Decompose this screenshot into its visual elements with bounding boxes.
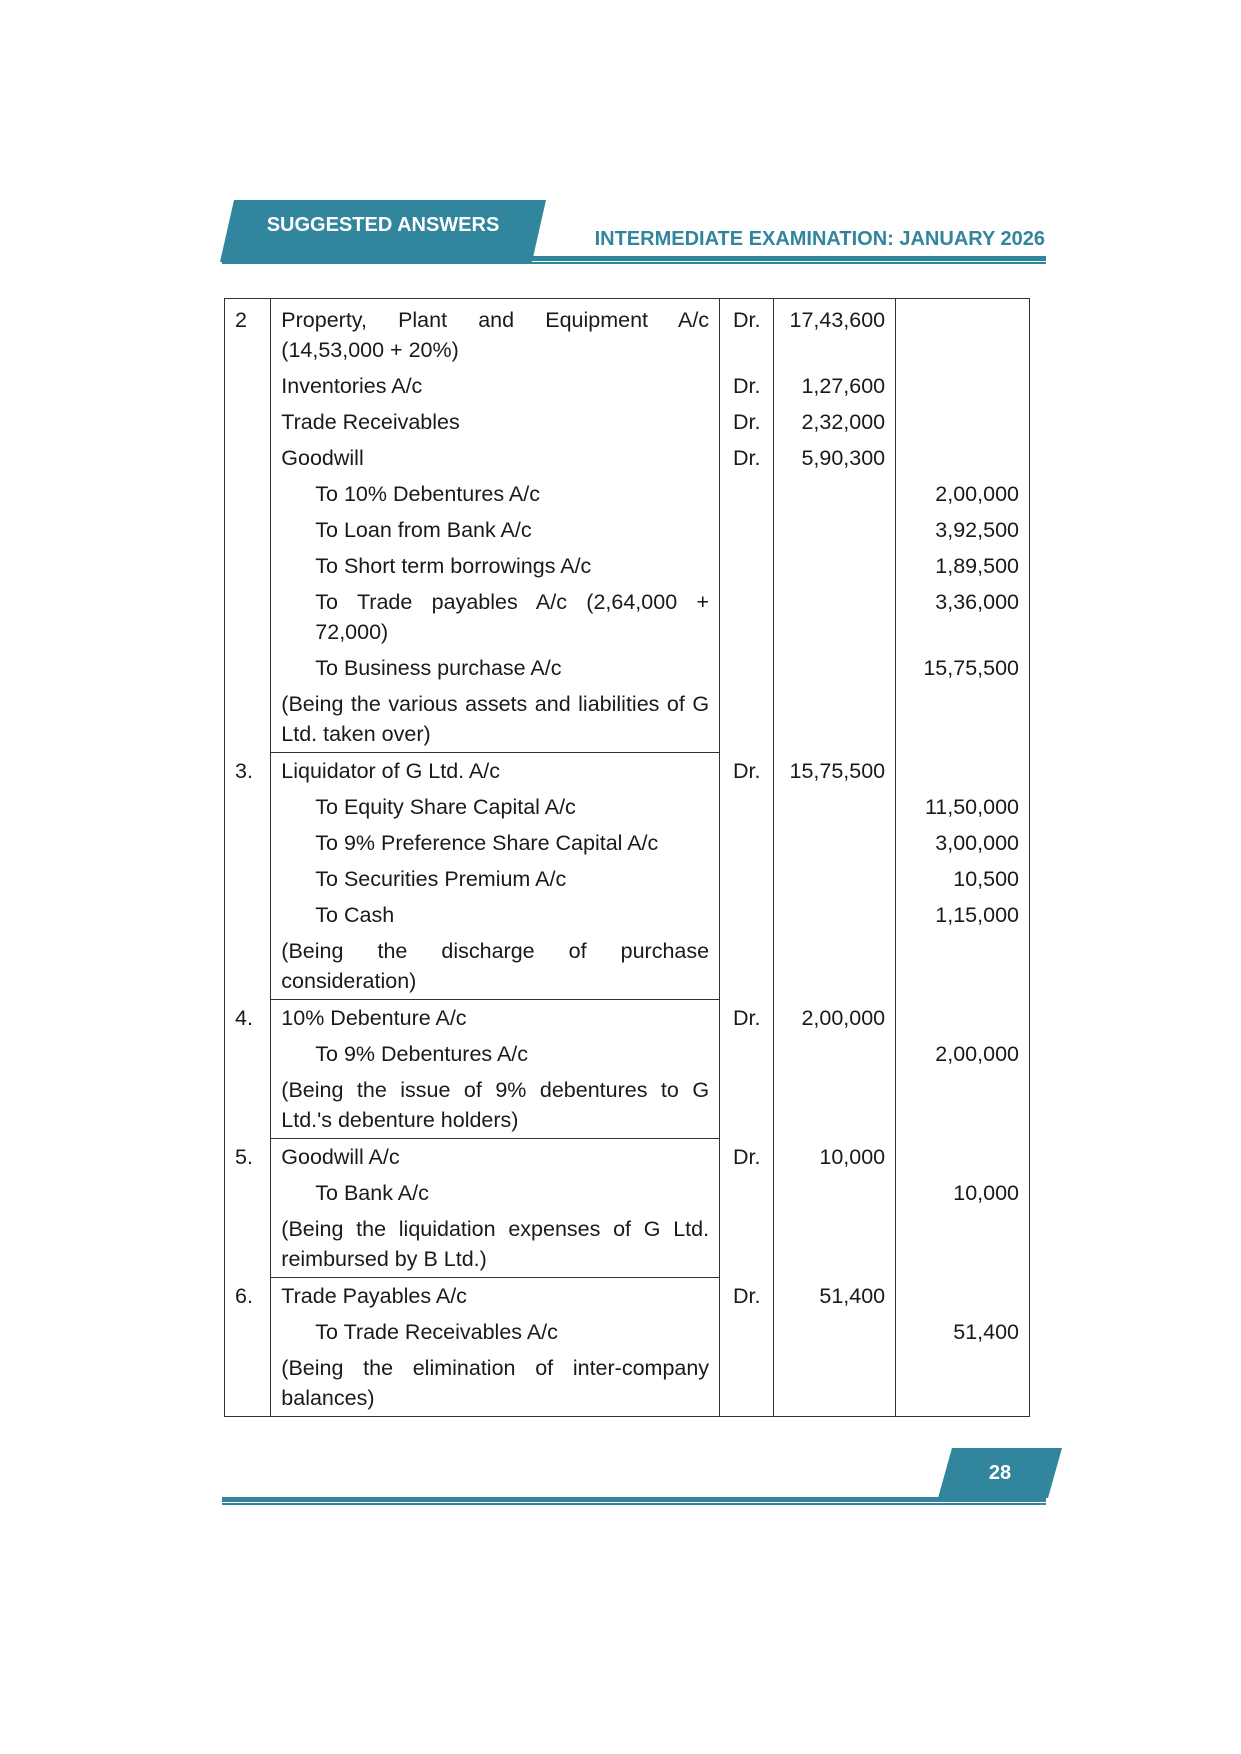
debit-amount	[774, 650, 896, 686]
entry-number: 2	[225, 299, 271, 369]
particulars-cell: To Equity Share Capital A/c	[271, 789, 720, 825]
debit-amount	[774, 686, 896, 753]
header-divider-thin	[222, 262, 1046, 264]
debit-amount: 5,90,300	[774, 440, 896, 476]
dr-marker	[720, 686, 774, 753]
debit-amount	[774, 1036, 896, 1072]
entry-number	[225, 476, 271, 512]
particulars-cell: To Cash	[271, 897, 720, 933]
dr-marker	[720, 789, 774, 825]
entry-number	[225, 933, 271, 1000]
particulars-cell: To 9% Debentures A/c	[271, 1036, 720, 1072]
debit-amount	[774, 584, 896, 650]
entry-number: 6.	[225, 1278, 271, 1315]
dr-marker: Dr.	[720, 404, 774, 440]
entry-number	[225, 825, 271, 861]
dr-marker	[720, 1350, 774, 1417]
journal-row	[225, 1278, 1030, 1315]
dr-marker	[720, 512, 774, 548]
credit-amount: 1,15,000	[896, 897, 1030, 933]
particulars-cell: Inventories A/c	[271, 368, 720, 404]
journal-table	[224, 298, 1030, 1417]
entry-number	[225, 548, 271, 584]
journal-row	[225, 512, 1030, 548]
credit-amount	[896, 1211, 1030, 1278]
debit-amount	[774, 476, 896, 512]
entry-number: 5.	[225, 1139, 271, 1176]
debit-amount	[774, 512, 896, 548]
particulars-cell: (Being the elimination of inter-company balances)	[271, 1350, 720, 1417]
dr-marker	[720, 1175, 774, 1211]
debit-amount	[774, 897, 896, 933]
credit-amount	[896, 1139, 1030, 1176]
journal-row	[225, 789, 1030, 825]
debit-amount: 2,00,000	[774, 1000, 896, 1037]
debit-amount: 1,27,600	[774, 368, 896, 404]
dr-marker	[720, 933, 774, 1000]
entry-number	[225, 404, 271, 440]
credit-amount	[896, 1000, 1030, 1037]
particulars-cell: To Business purchase A/c	[271, 650, 720, 686]
debit-amount	[774, 789, 896, 825]
footer-divider	[222, 1497, 1046, 1502]
credit-amount	[896, 753, 1030, 790]
credit-amount	[896, 404, 1030, 440]
dr-marker	[720, 548, 774, 584]
particulars-cell: To Loan from Bank A/c	[271, 512, 720, 548]
credit-amount: 3,00,000	[896, 825, 1030, 861]
dr-marker	[720, 861, 774, 897]
debit-amount: 2,32,000	[774, 404, 896, 440]
dr-marker	[720, 897, 774, 933]
particulars-cell: Trade Payables A/c	[271, 1278, 720, 1315]
footer-divider-thin	[222, 1503, 1046, 1505]
journal-row	[225, 584, 1030, 650]
entry-number: 3.	[225, 753, 271, 790]
journal-row	[225, 1139, 1030, 1176]
credit-amount	[896, 440, 1030, 476]
credit-amount: 10,000	[896, 1175, 1030, 1211]
dr-marker	[720, 1036, 774, 1072]
credit-amount	[896, 1278, 1030, 1315]
journal-row	[225, 1211, 1030, 1278]
credit-amount: 3,36,000	[896, 584, 1030, 650]
debit-amount	[774, 1350, 896, 1417]
dr-marker	[720, 1072, 774, 1139]
debit-amount	[774, 1211, 896, 1278]
journal-row	[225, 1350, 1030, 1417]
entry-number	[225, 368, 271, 404]
credit-amount: 51,400	[896, 1314, 1030, 1350]
credit-amount	[896, 1350, 1030, 1417]
entry-number	[225, 440, 271, 476]
page-number: 28	[988, 1461, 1012, 1484]
dr-marker	[720, 584, 774, 650]
particulars-cell: Goodwill	[271, 440, 720, 476]
journal-row	[225, 650, 1030, 686]
debit-amount	[774, 825, 896, 861]
dr-marker	[720, 825, 774, 861]
debit-amount: 51,400	[774, 1278, 896, 1315]
journal-row	[225, 299, 1030, 369]
particulars-cell: 10% Debenture A/c	[271, 1000, 720, 1037]
entry-number	[225, 1350, 271, 1417]
debit-amount	[774, 861, 896, 897]
journal-row	[225, 440, 1030, 476]
credit-amount: 3,92,500	[896, 512, 1030, 548]
particulars-cell: To Securities Premium A/c	[271, 861, 720, 897]
particulars-cell: To Trade Receivables A/c	[271, 1314, 720, 1350]
exam-title: INTERMEDIATE EXAMINATION: JANUARY 2026	[594, 228, 1045, 250]
credit-amount	[896, 299, 1030, 369]
header-tab-label: SUGGESTED ANSWERS	[266, 213, 500, 236]
entry-number	[225, 1211, 271, 1278]
particulars-cell: To Trade payables A/c (2,64,000 + 72,000)	[271, 584, 720, 650]
entry-number	[225, 1175, 271, 1211]
entry-number	[225, 686, 271, 753]
debit-amount: 10,000	[774, 1139, 896, 1176]
credit-amount	[896, 1072, 1030, 1139]
dr-marker: Dr.	[720, 299, 774, 369]
credit-amount: 11,50,000	[896, 789, 1030, 825]
particulars-cell: To Bank A/c	[271, 1175, 720, 1211]
dr-marker: Dr.	[720, 753, 774, 790]
debit-amount	[774, 548, 896, 584]
particulars-cell: (Being the issue of 9% debentures to G Ltd.'s debenture holders)	[271, 1072, 720, 1139]
credit-amount	[896, 368, 1030, 404]
dr-marker: Dr.	[720, 1139, 774, 1176]
particulars-cell: Property, Plant and Equipment A/c (14,53,000 + 20%)	[271, 299, 720, 369]
journal-row	[225, 548, 1030, 584]
entry-number	[225, 512, 271, 548]
particulars-cell: Liquidator of G Ltd. A/c	[271, 753, 720, 790]
debit-amount	[774, 1072, 896, 1139]
debit-amount	[774, 1314, 896, 1350]
credit-amount	[896, 933, 1030, 1000]
entry-number	[225, 861, 271, 897]
entry-number	[225, 650, 271, 686]
dr-marker	[720, 650, 774, 686]
particulars-cell: (Being the discharge of purchase consideration)	[271, 933, 720, 1000]
particulars-cell: Trade Receivables	[271, 404, 720, 440]
entry-number	[225, 897, 271, 933]
entry-number	[225, 584, 271, 650]
entry-number	[225, 1036, 271, 1072]
debit-amount	[774, 1175, 896, 1211]
credit-amount: 1,89,500	[896, 548, 1030, 584]
journal-row	[225, 368, 1030, 404]
particulars-cell: (Being the liquidation expenses of G Ltd. reimbursed by B Ltd.)	[271, 1211, 720, 1278]
entry-number	[225, 1072, 271, 1139]
journal-row	[225, 686, 1030, 753]
particulars-cell: To 9% Preference Share Capital A/c	[271, 825, 720, 861]
journal-row	[225, 1314, 1030, 1350]
dr-marker: Dr.	[720, 1000, 774, 1037]
journal-row	[225, 1000, 1030, 1037]
entry-number	[225, 1314, 271, 1350]
entry-number: 4.	[225, 1000, 271, 1037]
journal-row	[225, 1072, 1030, 1139]
journal-row	[225, 404, 1030, 440]
journal-row	[225, 753, 1030, 790]
dr-marker	[720, 476, 774, 512]
particulars-cell: To Short term borrowings A/c	[271, 548, 720, 584]
journal-row	[225, 933, 1030, 1000]
journal-row	[225, 1175, 1030, 1211]
dr-marker: Dr.	[720, 368, 774, 404]
entry-number	[225, 789, 271, 825]
dr-marker	[720, 1314, 774, 1350]
credit-amount: 2,00,000	[896, 476, 1030, 512]
credit-amount	[896, 686, 1030, 753]
journal-row	[225, 897, 1030, 933]
particulars-cell: (Being the various assets and liabilities of G Ltd. taken over)	[271, 686, 720, 753]
dr-marker: Dr.	[720, 1278, 774, 1315]
credit-amount: 10,500	[896, 861, 1030, 897]
journal-row	[225, 825, 1030, 861]
debit-amount	[774, 933, 896, 1000]
credit-amount: 15,75,500	[896, 650, 1030, 686]
journal-row	[225, 476, 1030, 512]
journal-row	[225, 861, 1030, 897]
particulars-cell: To 10% Debentures A/c	[271, 476, 720, 512]
particulars-cell: Goodwill A/c	[271, 1139, 720, 1176]
debit-amount: 15,75,500	[774, 753, 896, 790]
credit-amount: 2,00,000	[896, 1036, 1030, 1072]
header-divider	[222, 256, 1046, 261]
dr-marker	[720, 1211, 774, 1278]
journal-row	[225, 1036, 1030, 1072]
debit-amount: 17,43,600	[774, 299, 896, 369]
dr-marker: Dr.	[720, 440, 774, 476]
journal-body	[225, 299, 1030, 1417]
